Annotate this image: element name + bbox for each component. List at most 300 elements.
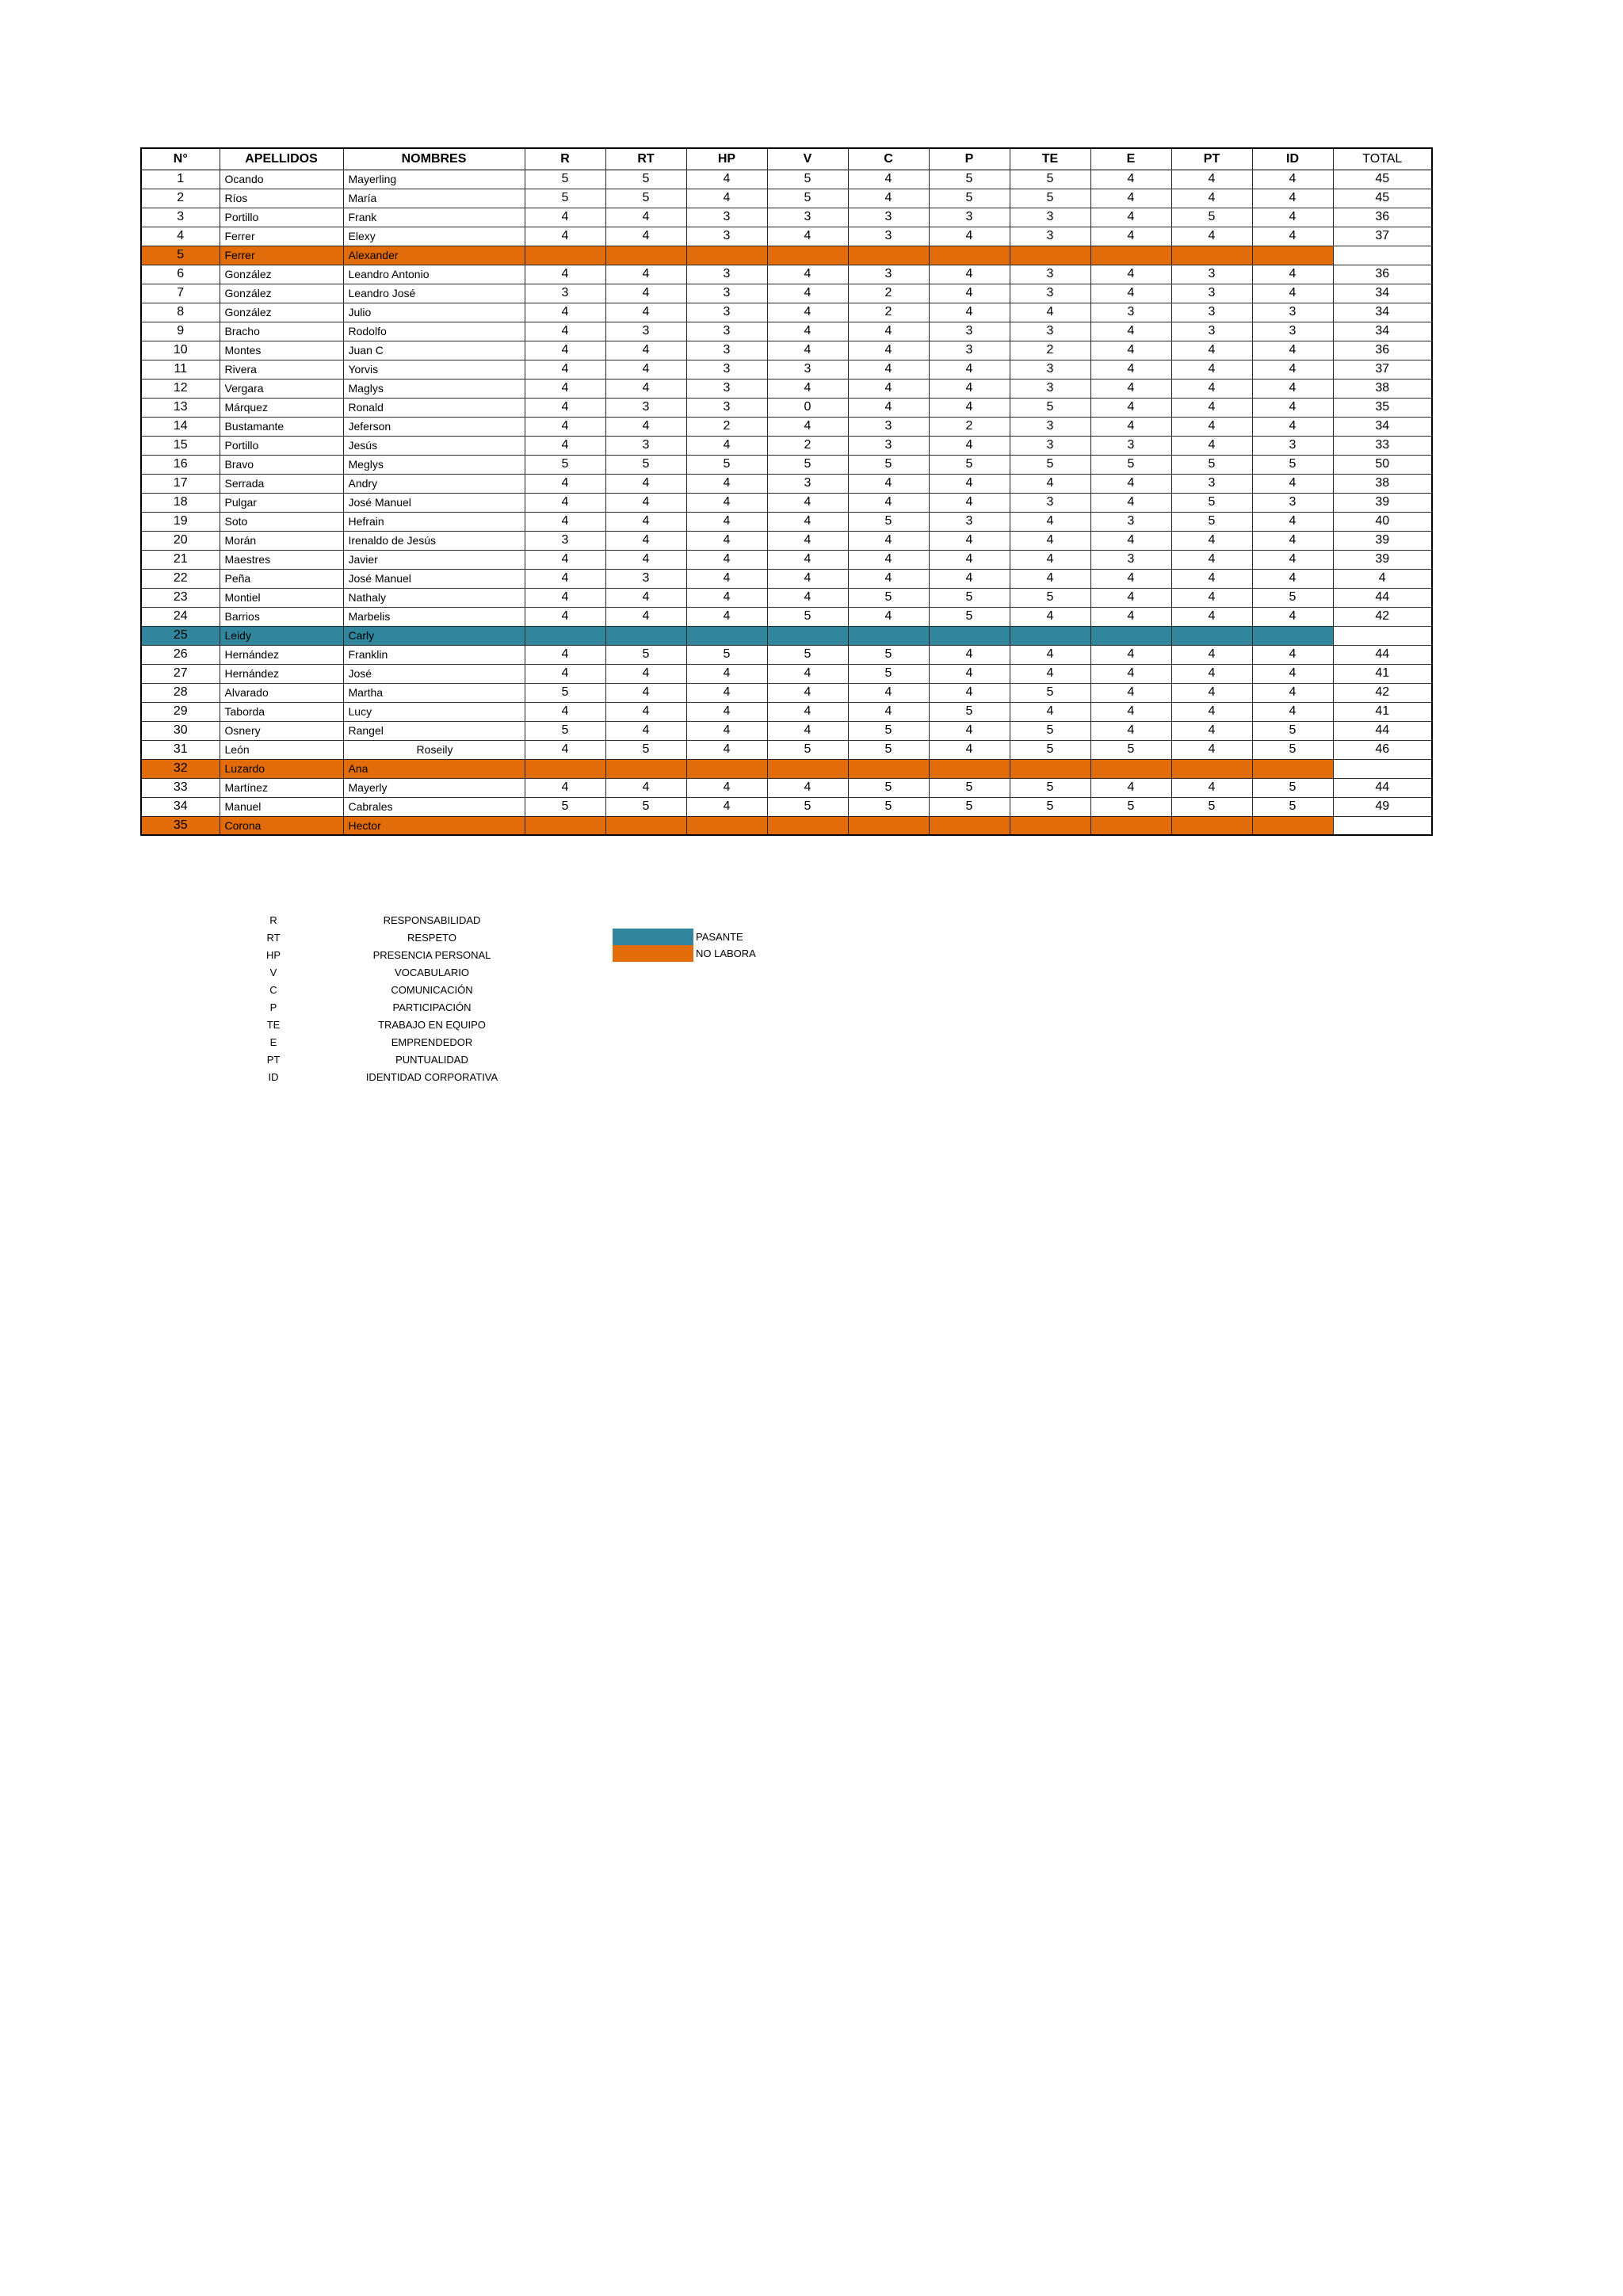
cell-score[interactable]: 5 [929, 797, 1010, 816]
cell-number[interactable]: 24 [141, 607, 220, 626]
cell-nombres[interactable]: Martha [343, 683, 525, 702]
cell-total[interactable]: 41 [1333, 664, 1432, 683]
cell-score[interactable]: 5 [767, 170, 848, 189]
cell-nombres[interactable]: Leandro José [343, 284, 525, 303]
cell-nombres[interactable]: Yorvis [343, 360, 525, 379]
cell-score[interactable]: 4 [848, 379, 929, 398]
cell-number[interactable]: 12 [141, 379, 220, 398]
cell-score[interactable]: 4 [1010, 645, 1090, 664]
cell-score[interactable]: 5 [848, 740, 929, 759]
cell-score[interactable] [1010, 626, 1090, 645]
cell-score[interactable]: 5 [848, 455, 929, 474]
cell-score[interactable]: 4 [929, 303, 1010, 322]
cell-score[interactable]: 4 [1252, 417, 1333, 436]
cell-apellidos[interactable]: Corona [220, 816, 343, 835]
cell-score[interactable]: 4 [525, 569, 605, 588]
cell-score[interactable]: 4 [525, 778, 605, 797]
cell-score[interactable]: 4 [848, 569, 929, 588]
cell-score[interactable]: 3 [848, 436, 929, 455]
cell-number[interactable]: 23 [141, 588, 220, 607]
cell-apellidos[interactable]: Márquez [220, 398, 343, 417]
cell-score[interactable]: 4 [1171, 569, 1252, 588]
cell-score[interactable]: 4 [1090, 645, 1171, 664]
cell-score[interactable]: 3 [525, 531, 605, 550]
cell-total[interactable]: 42 [1333, 607, 1432, 626]
cell-score[interactable]: 5 [848, 588, 929, 607]
cell-score[interactable]: 4 [1252, 398, 1333, 417]
cell-score[interactable]: 4 [525, 588, 605, 607]
cell-score[interactable]: 4 [1090, 664, 1171, 683]
cell-score[interactable]: 4 [1090, 398, 1171, 417]
cell-number[interactable]: 8 [141, 303, 220, 322]
cell-score[interactable]: 5 [525, 455, 605, 474]
cell-score[interactable]: 4 [929, 721, 1010, 740]
cell-number[interactable]: 4 [141, 227, 220, 246]
cell-score[interactable] [767, 759, 848, 778]
cell-score[interactable]: 5 [848, 512, 929, 531]
cell-score[interactable]: 4 [1252, 664, 1333, 683]
cell-score[interactable]: 4 [525, 227, 605, 246]
cell-score[interactable]: 5 [1171, 797, 1252, 816]
column-header[interactable]: C [848, 148, 929, 170]
cell-score[interactable]: 3 [1010, 208, 1090, 227]
cell-total[interactable]: 41 [1333, 702, 1432, 721]
cell-score[interactable]: 4 [1090, 208, 1171, 227]
cell-score[interactable]: 4 [1252, 379, 1333, 398]
cell-score[interactable]: 4 [848, 702, 929, 721]
cell-score[interactable]: 5 [929, 778, 1010, 797]
cell-score[interactable]: 4 [1090, 588, 1171, 607]
cell-score[interactable]: 5 [1252, 588, 1333, 607]
cell-nombres[interactable]: Rangel [343, 721, 525, 740]
cell-number[interactable]: 21 [141, 550, 220, 569]
cell-number[interactable]: 9 [141, 322, 220, 341]
cell-total[interactable]: 37 [1333, 360, 1432, 379]
cell-total[interactable]: 36 [1333, 341, 1432, 360]
cell-apellidos[interactable]: Maestres [220, 550, 343, 569]
cell-score[interactable]: 4 [767, 683, 848, 702]
cell-score[interactable]: 3 [1171, 303, 1252, 322]
cell-apellidos[interactable]: Portillo [220, 208, 343, 227]
cell-score[interactable]: 4 [525, 303, 605, 322]
cell-score[interactable]: 5 [848, 797, 929, 816]
cell-score[interactable]: 4 [848, 341, 929, 360]
cell-score[interactable]: 3 [767, 474, 848, 493]
cell-score[interactable] [1171, 626, 1252, 645]
cell-score[interactable]: 5 [929, 455, 1010, 474]
cell-score[interactable]: 2 [929, 417, 1010, 436]
cell-score[interactable]: 3 [767, 360, 848, 379]
cell-score[interactable] [686, 626, 767, 645]
cell-score[interactable]: 4 [525, 398, 605, 417]
cell-score[interactable] [1090, 816, 1171, 835]
cell-score[interactable]: 4 [525, 322, 605, 341]
cell-apellidos[interactable]: Hernández [220, 664, 343, 683]
cell-number[interactable]: 6 [141, 265, 220, 284]
cell-score[interactable]: 5 [767, 797, 848, 816]
cell-total[interactable]: 37 [1333, 227, 1432, 246]
cell-score[interactable]: 4 [1171, 417, 1252, 436]
cell-total[interactable]: 50 [1333, 455, 1432, 474]
cell-total[interactable]: 4 [1333, 569, 1432, 588]
cell-score[interactable]: 4 [1171, 531, 1252, 550]
cell-score[interactable] [1010, 816, 1090, 835]
cell-score[interactable]: 4 [929, 569, 1010, 588]
cell-score[interactable]: 4 [1252, 683, 1333, 702]
cell-score[interactable] [525, 816, 605, 835]
cell-number[interactable]: 19 [141, 512, 220, 531]
cell-score[interactable]: 5 [605, 645, 686, 664]
cell-score[interactable]: 4 [1171, 550, 1252, 569]
cell-score[interactable]: 4 [605, 702, 686, 721]
cell-apellidos[interactable]: Hernández [220, 645, 343, 664]
cell-score[interactable]: 5 [605, 797, 686, 816]
cell-score[interactable]: 3 [929, 322, 1010, 341]
cell-score[interactable]: 3 [686, 322, 767, 341]
cell-score[interactable]: 4 [1252, 189, 1333, 208]
cell-score[interactable]: 3 [929, 341, 1010, 360]
cell-score[interactable] [929, 816, 1010, 835]
cell-score[interactable] [686, 759, 767, 778]
cell-score[interactable]: 4 [1010, 664, 1090, 683]
cell-apellidos[interactable]: Martínez [220, 778, 343, 797]
cell-score[interactable]: 4 [525, 664, 605, 683]
cell-score[interactable]: 4 [686, 740, 767, 759]
cell-score[interactable]: 4 [686, 531, 767, 550]
cell-score[interactable]: 4 [1090, 493, 1171, 512]
cell-number[interactable]: 26 [141, 645, 220, 664]
cell-score[interactable]: 4 [686, 436, 767, 455]
cell-number[interactable]: 14 [141, 417, 220, 436]
cell-score[interactable]: 4 [1171, 721, 1252, 740]
cell-score[interactable]: 3 [848, 208, 929, 227]
cell-score[interactable]: 4 [1010, 531, 1090, 550]
cell-score[interactable]: 4 [605, 379, 686, 398]
cell-nombres[interactable]: Alexander [343, 246, 525, 265]
cell-apellidos[interactable]: González [220, 303, 343, 322]
cell-score[interactable] [525, 246, 605, 265]
cell-total[interactable]: 45 [1333, 170, 1432, 189]
cell-score[interactable]: 4 [929, 284, 1010, 303]
cell-score[interactable]: 3 [929, 208, 1010, 227]
cell-score[interactable]: 2 [1010, 341, 1090, 360]
cell-apellidos[interactable]: Soto [220, 512, 343, 531]
cell-score[interactable]: 4 [1252, 531, 1333, 550]
cell-score[interactable]: 4 [1171, 341, 1252, 360]
cell-score[interactable]: 4 [525, 493, 605, 512]
cell-score[interactable]: 3 [1252, 493, 1333, 512]
cell-score[interactable]: 5 [605, 170, 686, 189]
cell-score[interactable] [1090, 759, 1171, 778]
cell-apellidos[interactable]: Osnery [220, 721, 343, 740]
cell-total[interactable]: 44 [1333, 778, 1432, 797]
cell-score[interactable]: 4 [686, 721, 767, 740]
cell-score[interactable]: 4 [525, 360, 605, 379]
cell-score[interactable]: 5 [1010, 797, 1090, 816]
cell-score[interactable]: 5 [1252, 455, 1333, 474]
cell-score[interactable]: 2 [848, 284, 929, 303]
cell-score[interactable]: 5 [1171, 512, 1252, 531]
cell-nombres[interactable]: Jeferson [343, 417, 525, 436]
cell-score[interactable]: 3 [848, 227, 929, 246]
cell-score[interactable] [929, 759, 1010, 778]
cell-nombres[interactable]: Hector [343, 816, 525, 835]
cell-total[interactable]: 44 [1333, 588, 1432, 607]
cell-score[interactable]: 5 [1252, 740, 1333, 759]
cell-total[interactable]: 39 [1333, 493, 1432, 512]
cell-score[interactable]: 4 [605, 227, 686, 246]
cell-score[interactable]: 3 [686, 379, 767, 398]
cell-score[interactable]: 4 [525, 645, 605, 664]
cell-total[interactable]: 49 [1333, 797, 1432, 816]
cell-score[interactable] [605, 759, 686, 778]
cell-total[interactable]: 34 [1333, 284, 1432, 303]
cell-score[interactable]: 4 [1252, 208, 1333, 227]
cell-total[interactable]: 38 [1333, 474, 1432, 493]
cell-score[interactable]: 4 [929, 436, 1010, 455]
cell-nombres[interactable]: Marbelis [343, 607, 525, 626]
cell-score[interactable]: 4 [767, 702, 848, 721]
cell-score[interactable] [1171, 759, 1252, 778]
cell-score[interactable]: 3 [525, 284, 605, 303]
cell-score[interactable]: 5 [767, 740, 848, 759]
cell-score[interactable]: 4 [525, 550, 605, 569]
cell-score[interactable]: 4 [929, 379, 1010, 398]
cell-score[interactable]: 5 [1010, 683, 1090, 702]
cell-score[interactable]: 3 [1090, 550, 1171, 569]
cell-apellidos[interactable]: Montiel [220, 588, 343, 607]
cell-score[interactable]: 3 [605, 398, 686, 417]
column-header[interactable]: ID [1252, 148, 1333, 170]
cell-score[interactable]: 3 [1171, 265, 1252, 284]
cell-nombres[interactable]: Leandro Antonio [343, 265, 525, 284]
cell-score[interactable]: 5 [1010, 455, 1090, 474]
cell-score[interactable]: 4 [767, 531, 848, 550]
cell-score[interactable]: 5 [525, 683, 605, 702]
cell-score[interactable]: 4 [686, 664, 767, 683]
cell-score[interactable]: 4 [525, 379, 605, 398]
cell-score[interactable] [848, 626, 929, 645]
cell-score[interactable]: 4 [1090, 227, 1171, 246]
cell-nombres[interactable]: Elexy [343, 227, 525, 246]
cell-score[interactable]: 3 [1010, 322, 1090, 341]
cell-score[interactable]: 4 [1090, 683, 1171, 702]
cell-score[interactable]: 5 [1171, 208, 1252, 227]
cell-apellidos[interactable]: González [220, 284, 343, 303]
cell-score[interactable]: 3 [1252, 322, 1333, 341]
cell-score[interactable]: 4 [605, 493, 686, 512]
cell-score[interactable]: 4 [1171, 588, 1252, 607]
cell-nombres[interactable]: Mayerly [343, 778, 525, 797]
cell-score[interactable]: 3 [686, 208, 767, 227]
cell-score[interactable]: 4 [605, 284, 686, 303]
cell-score[interactable]: 4 [1252, 569, 1333, 588]
cell-score[interactable]: 5 [1010, 778, 1090, 797]
cell-score[interactable] [1010, 759, 1090, 778]
column-header[interactable]: HP [686, 148, 767, 170]
cell-score[interactable]: 4 [1252, 227, 1333, 246]
cell-score[interactable]: 3 [686, 341, 767, 360]
cell-number[interactable]: 16 [141, 455, 220, 474]
cell-score[interactable] [767, 246, 848, 265]
cell-score[interactable]: 4 [1010, 607, 1090, 626]
cell-score[interactable]: 4 [1252, 512, 1333, 531]
cell-score[interactable]: 4 [1252, 474, 1333, 493]
cell-score[interactable]: 4 [1171, 398, 1252, 417]
cell-score[interactable]: 4 [1171, 436, 1252, 455]
cell-apellidos[interactable]: Serrada [220, 474, 343, 493]
cell-nombres[interactable]: Hefrain [343, 512, 525, 531]
cell-score[interactable]: 4 [1090, 607, 1171, 626]
cell-nombres[interactable]: María [343, 189, 525, 208]
cell-score[interactable]: 4 [525, 265, 605, 284]
cell-score[interactable]: 4 [1252, 360, 1333, 379]
cell-nombres[interactable]: Carly [343, 626, 525, 645]
cell-nombres[interactable]: Cabrales [343, 797, 525, 816]
cell-score[interactable]: 4 [525, 341, 605, 360]
column-header[interactable]: TOTAL [1333, 148, 1432, 170]
cell-score[interactable]: 4 [525, 208, 605, 227]
cell-number[interactable]: 7 [141, 284, 220, 303]
cell-score[interactable]: 4 [848, 607, 929, 626]
cell-apellidos[interactable]: Vergara [220, 379, 343, 398]
cell-score[interactable]: 4 [686, 474, 767, 493]
cell-score[interactable]: 4 [525, 474, 605, 493]
cell-score[interactable]: 5 [929, 189, 1010, 208]
cell-number[interactable]: 2 [141, 189, 220, 208]
cell-nombres[interactable]: José Manuel [343, 569, 525, 588]
cell-score[interactable]: 4 [767, 493, 848, 512]
cell-score[interactable]: 3 [686, 227, 767, 246]
cell-score[interactable]: 5 [686, 645, 767, 664]
cell-score[interactable]: 5 [525, 721, 605, 740]
cell-score[interactable]: 4 [1171, 170, 1252, 189]
cell-number[interactable]: 32 [141, 759, 220, 778]
cell-score[interactable] [1252, 246, 1333, 265]
cell-score[interactable]: 4 [767, 322, 848, 341]
column-header[interactable]: P [929, 148, 1010, 170]
cell-score[interactable] [1252, 626, 1333, 645]
cell-score[interactable]: 4 [767, 227, 848, 246]
cell-score[interactable]: 4 [1090, 189, 1171, 208]
cell-score[interactable] [848, 816, 929, 835]
cell-score[interactable]: 5 [1090, 797, 1171, 816]
cell-apellidos[interactable]: León [220, 740, 343, 759]
cell-score[interactable]: 4 [525, 417, 605, 436]
cell-total[interactable]: 35 [1333, 398, 1432, 417]
cell-score[interactable]: 3 [686, 303, 767, 322]
cell-score[interactable]: 4 [525, 702, 605, 721]
cell-score[interactable]: 4 [686, 588, 767, 607]
cell-score[interactable]: 4 [848, 322, 929, 341]
cell-number[interactable]: 27 [141, 664, 220, 683]
cell-score[interactable]: 4 [1171, 664, 1252, 683]
cell-number[interactable]: 15 [141, 436, 220, 455]
cell-total[interactable] [1333, 816, 1432, 835]
cell-score[interactable] [1171, 246, 1252, 265]
cell-total[interactable] [1333, 246, 1432, 265]
cell-nombres[interactable]: Maglys [343, 379, 525, 398]
cell-score[interactable]: 4 [1010, 512, 1090, 531]
cell-score[interactable] [1252, 759, 1333, 778]
cell-apellidos[interactable]: Bustamante [220, 417, 343, 436]
cell-nombres[interactable]: Ronald [343, 398, 525, 417]
cell-score[interactable]: 4 [1252, 645, 1333, 664]
cell-score[interactable]: 5 [848, 778, 929, 797]
cell-score[interactable]: 4 [605, 531, 686, 550]
cell-score[interactable]: 4 [929, 360, 1010, 379]
cell-total[interactable]: 39 [1333, 531, 1432, 550]
cell-score[interactable]: 4 [1171, 645, 1252, 664]
cell-score[interactable]: 4 [605, 474, 686, 493]
cell-score[interactable]: 4 [605, 265, 686, 284]
cell-score[interactable]: 4 [848, 474, 929, 493]
cell-score[interactable]: 4 [525, 512, 605, 531]
cell-nombres[interactable]: Irenaldo de Jesús [343, 531, 525, 550]
cell-total[interactable] [1333, 626, 1432, 645]
cell-score[interactable]: 4 [605, 778, 686, 797]
cell-nombres[interactable]: Franklin [343, 645, 525, 664]
cell-score[interactable] [686, 246, 767, 265]
cell-apellidos[interactable]: Alvarado [220, 683, 343, 702]
cell-score[interactable]: 4 [1010, 474, 1090, 493]
cell-apellidos[interactable]: Manuel [220, 797, 343, 816]
cell-score[interactable]: 4 [1010, 550, 1090, 569]
cell-total[interactable]: 44 [1333, 721, 1432, 740]
cell-score[interactable]: 4 [929, 227, 1010, 246]
cell-number[interactable]: 33 [141, 778, 220, 797]
cell-score[interactable]: 4 [1010, 702, 1090, 721]
cell-score[interactable]: 4 [1090, 170, 1171, 189]
cell-score[interactable]: 5 [525, 170, 605, 189]
cell-apellidos[interactable]: Taborda [220, 702, 343, 721]
cell-score[interactable]: 4 [605, 721, 686, 740]
cell-total[interactable]: 36 [1333, 265, 1432, 284]
cell-score[interactable]: 4 [605, 303, 686, 322]
cell-score[interactable]: 5 [605, 455, 686, 474]
cell-score[interactable]: 4 [848, 189, 929, 208]
cell-score[interactable]: 5 [1171, 493, 1252, 512]
cell-score[interactable]: 4 [929, 531, 1010, 550]
cell-score[interactable]: 0 [767, 398, 848, 417]
cell-score[interactable]: 5 [848, 645, 929, 664]
cell-apellidos[interactable]: Portillo [220, 436, 343, 455]
cell-apellidos[interactable]: Leidy [220, 626, 343, 645]
column-header[interactable]: TE [1010, 148, 1090, 170]
cell-score[interactable]: 4 [767, 303, 848, 322]
cell-nombres[interactable]: Jesús [343, 436, 525, 455]
cell-score[interactable]: 5 [1090, 455, 1171, 474]
cell-score[interactable]: 4 [767, 265, 848, 284]
cell-score[interactable] [1252, 816, 1333, 835]
cell-score[interactable]: 4 [1090, 531, 1171, 550]
cell-nombres[interactable]: Meglys [343, 455, 525, 474]
cell-score[interactable]: 4 [1252, 702, 1333, 721]
cell-score[interactable]: 3 [686, 360, 767, 379]
column-header[interactable]: PT [1171, 148, 1252, 170]
cell-number[interactable]: 34 [141, 797, 220, 816]
column-header[interactable]: APELLIDOS [220, 148, 343, 170]
cell-number[interactable]: 20 [141, 531, 220, 550]
cell-score[interactable]: 5 [525, 797, 605, 816]
cell-score[interactable]: 2 [767, 436, 848, 455]
cell-score[interactable]: 4 [929, 550, 1010, 569]
cell-score[interactable]: 4 [1171, 360, 1252, 379]
cell-score[interactable]: 4 [767, 379, 848, 398]
cell-score[interactable]: 5 [1010, 189, 1090, 208]
cell-total[interactable]: 34 [1333, 303, 1432, 322]
cell-score[interactable]: 4 [929, 474, 1010, 493]
